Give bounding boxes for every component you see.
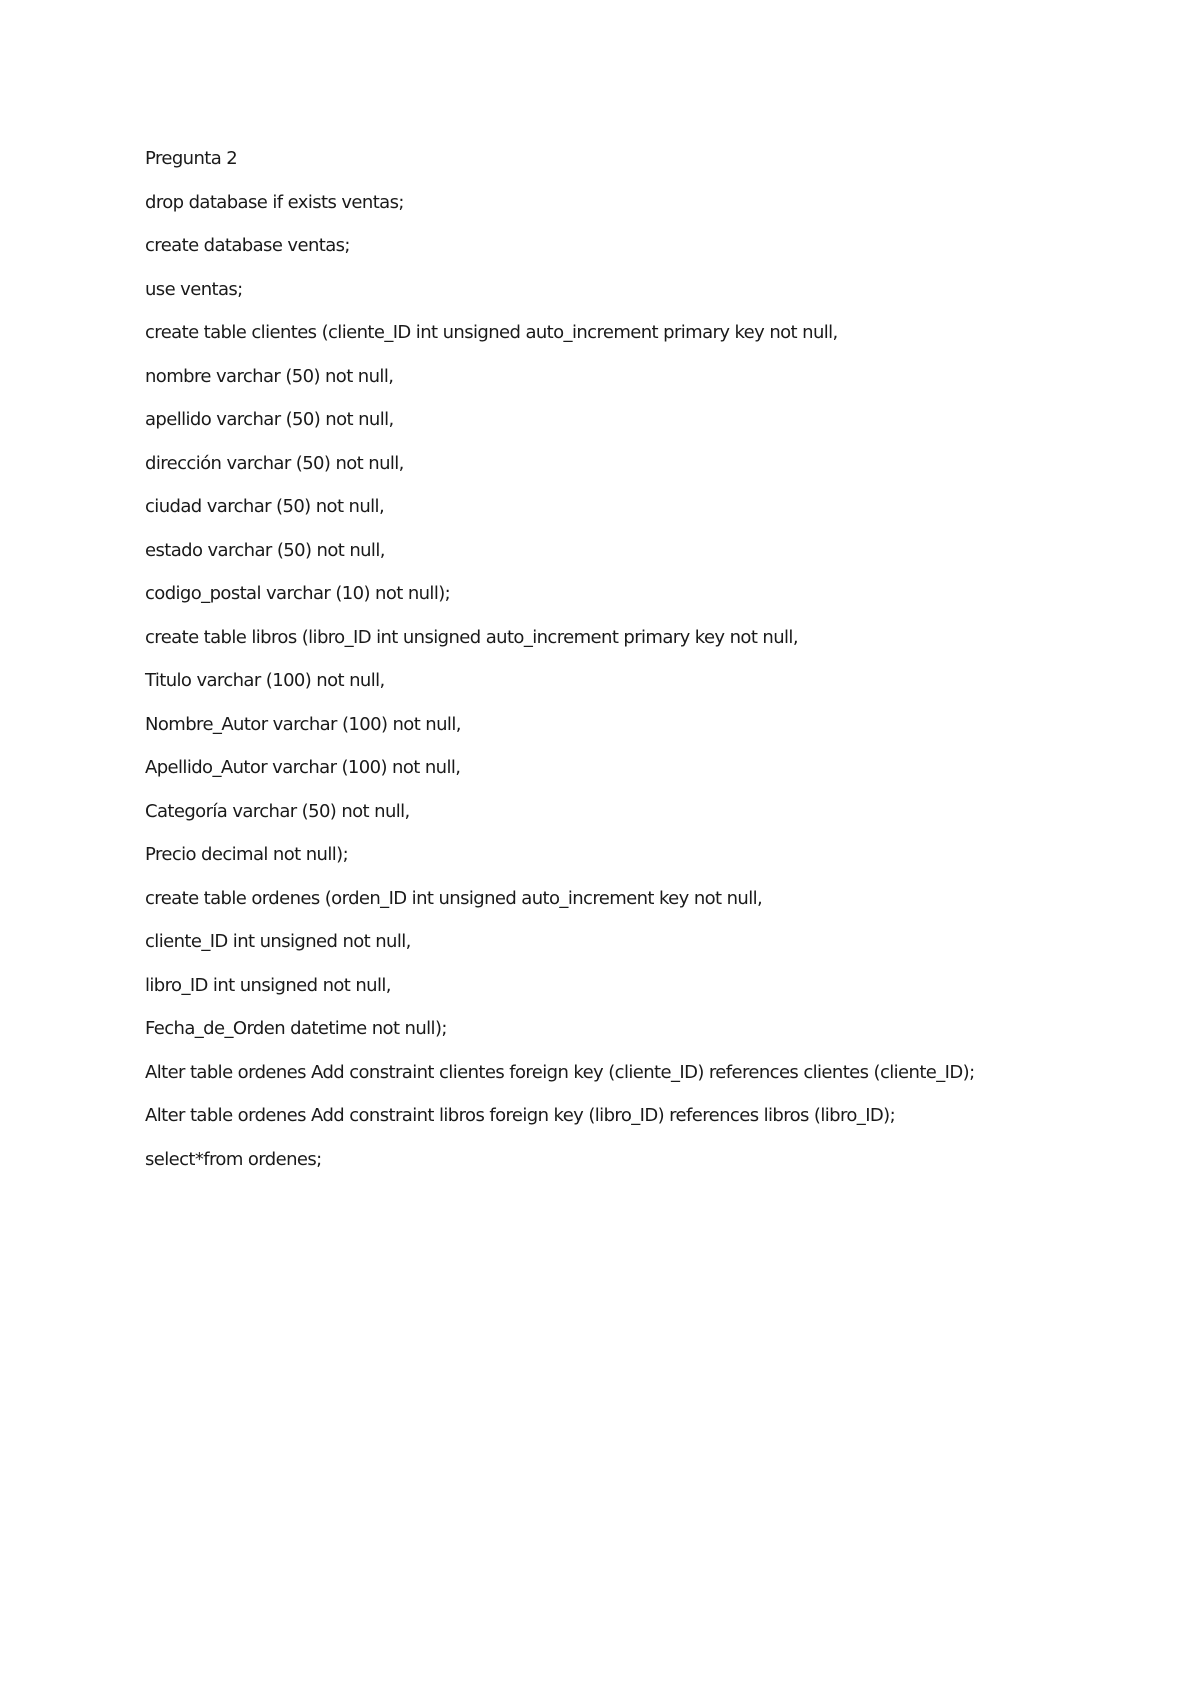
code-line: drop database if exists ventas; [145,191,404,213]
code-line: Fecha_de_Orden datetime not null); [145,1018,447,1039]
document-heading: Pregunta 2 [145,148,238,169]
code-line: create database ventas; [145,235,350,256]
code-line: dirección varchar (50) not null, [145,452,404,474]
code-line: create table libros (libro_ID int unsigned auto_increment primary key not null, [145,626,798,648]
code-line: libro_ID int unsigned not null, [145,974,391,996]
code-line: create table clientes (cliente_ID int unsigned auto_increment primary key not null, [145,322,838,343]
document-body [145,145,1155,1189]
code-line: estado varchar (50) not null, [145,539,385,561]
code-line: ciudad varchar (50) not null, [145,496,385,517]
code-line: cliente_ID int unsigned not null, [145,931,411,952]
code-line: codigo_postal varchar (10) not null); [145,583,451,604]
code-line: use ventas; [145,278,243,300]
code-line: Nombre_Autor varchar (100) not null, [145,713,461,735]
code-line: Precio decimal not null); [145,844,349,865]
code-line: select*from ordenes; [145,1148,322,1170]
code-line: Alter table ordenes Add constraint libros foreign key (libro_ID) references libros (libro_ID); [145,1105,896,1126]
code-line: Categoría varchar (50) not null, [145,800,410,822]
code-line: Titulo varchar (100) not null, [145,670,385,691]
code-line: Apellido_Autor varchar (100) not null, [145,757,461,778]
code-line: Alter table ordenes Add constraint clientes foreign key (cliente_ID) references clientes (cliente_ID); [145,1061,975,1083]
code-line: create table ordenes (orden_ID int unsigned auto_increment key not null, [145,887,763,909]
code-line: nombre varchar (50) not null, [145,365,394,387]
code-line: apellido varchar (50) not null, [145,409,394,430]
